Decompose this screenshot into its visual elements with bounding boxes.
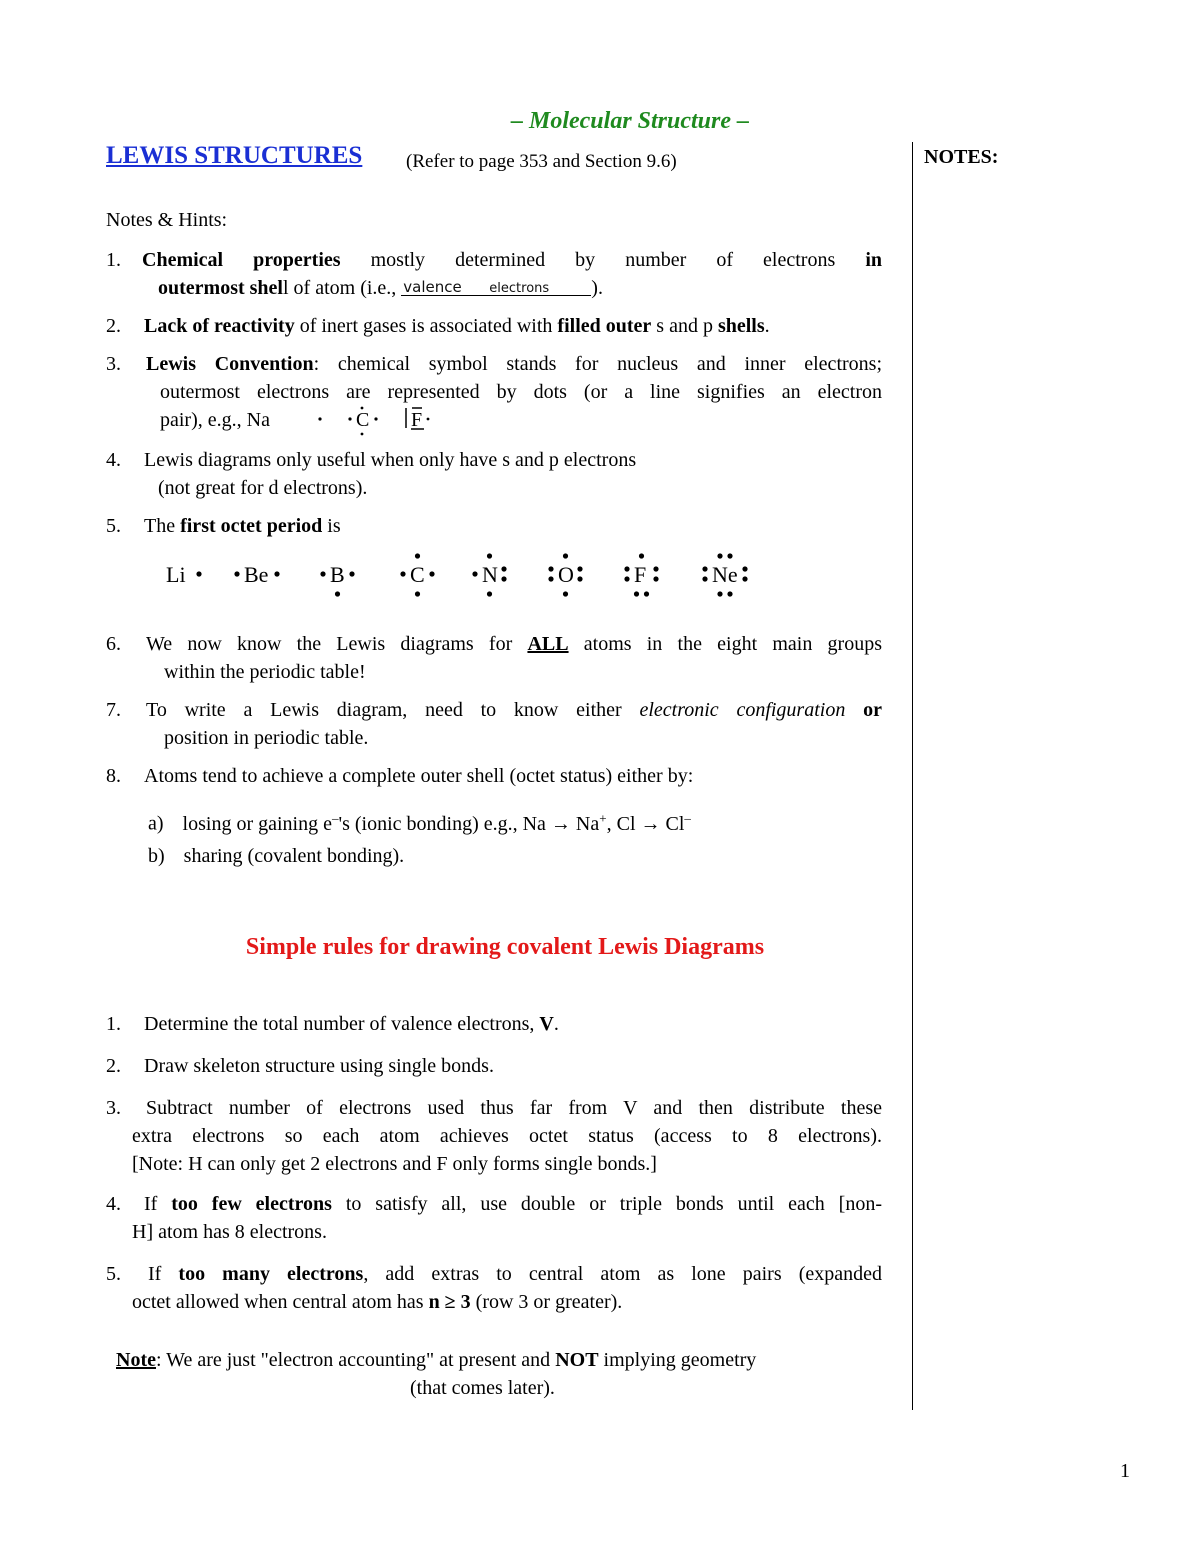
rule-4: 4. If too few electrons to satisfy all, use double or triple bonds until each [non- H] atom has 8 electrons. [106,1193,882,1243]
electron-dot [717,591,722,596]
closing-note-line2: (that comes later). [410,1377,555,1399]
rule-1: 1. Determine the total number of valence electrons, V. [106,1013,559,1035]
reference-note: (Refer to page 353 and Section 9.6) [406,151,677,172]
electron-dot [320,571,325,576]
lewis-symbol-li [166,562,202,587]
electron-dot [548,576,553,581]
electron-dot [702,566,707,571]
electron-dot [487,553,492,558]
electron-dot [196,571,201,576]
column-divider [912,142,913,1410]
electron-dot [634,591,639,596]
element-symbol: O [558,562,574,587]
list-item-5: 5. The first octet period is [106,515,341,537]
answer-blank [401,277,591,296]
element-symbol: N [482,562,498,587]
lewis-symbol-f [624,553,658,596]
electron-dot [415,591,420,596]
electron-dot [335,591,340,596]
electron-dot [501,576,506,581]
list-item-2: 2. Lack of reactivity of inert gases is associated with filled outer s and p shells. [106,315,770,337]
electron-dot [727,591,732,596]
lewis-symbol-o [548,553,582,596]
page-title: – Molecular Structure – [510,108,750,134]
electron-dot [577,576,582,581]
electron-dot [727,553,732,558]
rule-3: 3. Subtract number of electrons used thus far from V and then distribute these extra electrons so each atom achieves octet status (access to 8 electrons). [Note: H can only get 2 electrons and F only forms single bonds.] [106,1097,882,1175]
element-symbol: C [410,562,425,587]
electron-dot [274,571,279,576]
electron-dot [563,591,568,596]
closing-note: Note: We are just "electron accounting" at present and NOT implying geometry [116,1349,757,1371]
electron-dot [429,571,434,576]
lewis-symbol-ne [702,553,747,596]
list-item-3: 3. Lewis Convention: chemical symbol stands for nucleus and inner electrons; outermost electrons are represented by dots (or a line signifies an electron pair), e.g., Na C F [106,350,882,434]
example-fluorine: F [411,409,423,431]
element-symbol: F [634,562,647,587]
electron-dot [639,553,644,558]
electron-dot [624,576,629,581]
element-symbol: Be [244,562,269,587]
electron-dot [548,566,553,571]
electron-dot [487,591,492,596]
rules-heading: Simple rules for drawing covalent Lewis Diagrams [245,934,765,960]
electron-dot [624,566,629,571]
lewis-example-symbols [316,402,516,436]
electron-dot [742,576,747,581]
electron-dot [472,571,477,576]
electron-dot [653,576,658,581]
sub-item-a: a) losing or gaining e–'s (ionic bonding) e.g., Na → Na+, Cl → Cl– [148,810,691,835]
notes-column-label: NOTES: [924,146,999,168]
electron-dot [644,591,649,596]
lewis-symbol-c [400,553,434,596]
lewis-symbol-n [472,553,506,596]
handwritten-answer-2: electrons [489,281,550,296]
electron-dot [653,566,658,571]
section-heading: LEWIS STRUCTURES [106,142,363,169]
rule-2: 2. Draw skeleton structure using single bonds. [106,1055,494,1077]
page-number: 1 [1120,1460,1130,1482]
list-item-1: 1. Chemical properties mostly determined by number of electrons in outermost shell of atom (i.e., valence electrons ). [106,246,882,302]
lewis-symbol-b [320,562,354,597]
example-carbon: C [356,409,370,431]
electron-dot [501,566,506,571]
electron-dot [717,553,722,558]
rule-5: 5. If too many electrons, add extras to central atom as lone pairs (expanded octet allowed when central atom has n ≥ 3 (row 3 or greater). [106,1263,883,1313]
list-item-8: 8. Atoms tend to achieve a complete outer shell (octet status) either by: [106,765,694,787]
list-item-4: 4. Lewis diagrams only useful when only have s and p electrons (not great for d electrons). [106,449,637,499]
electron-dot [742,566,747,571]
octet-period-diagram [160,540,780,610]
list-item-6: 6. We now know the Lewis diagrams for ALL atoms in the eight main groups within the periodic table! [106,633,882,683]
electron-dot [415,553,420,558]
notes-hints-label: Notes & Hints: [106,209,228,231]
handwritten-answer: valence [403,278,462,296]
electron-dot [702,576,707,581]
list-item-7: 7. To write a Lewis diagram, need to know either electronic configuration or position in periodic table. [106,699,882,749]
element-symbol: Li [166,562,186,587]
electron-dot [349,571,354,576]
electron-dot [577,566,582,571]
electron-dot [400,571,405,576]
element-symbol: Ne [712,562,738,587]
lewis-symbol-be [234,562,279,587]
electron-dot [234,571,239,576]
electron-dot [563,553,568,558]
element-symbol: B [330,562,345,587]
sub-item-b: b) sharing (covalent bonding). [148,845,405,867]
